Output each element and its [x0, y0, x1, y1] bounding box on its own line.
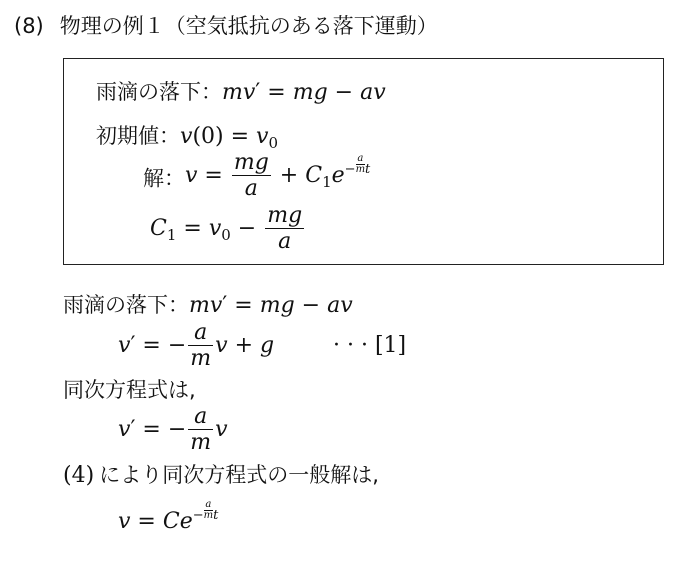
box-line-2-equation: $v(0) = v_0$ [180, 124, 279, 152]
section-number: (8) [14, 14, 44, 38]
box-line-1 [96, 76, 386, 106]
box-line-4-equation: $C_1 = v_0$ − $\frac{mg}{a}$ [150, 203, 303, 255]
box-line-2 [96, 120, 278, 152]
body-line-3: 同次方程式は, [63, 378, 196, 402]
body-line-2-equation: v′ = − $\frac{a}{m}$ v + g [118, 320, 275, 372]
body-line-1-equation: mv′ = mg − av [189, 293, 353, 318]
section-title: 物理の例１（空気抵抗のある落下運動） [59, 14, 438, 38]
box-line-4 [150, 203, 306, 255]
body-line-6-equation: v = Ce− $\frac{a}{m}$ $^t$ [118, 499, 219, 534]
box-line-3-equation: v = $\frac{mg}{a}$ + $C_1e^-$ $\frac{a}{m}$ $^t$ [185, 150, 371, 202]
equation-tag-1: · · · [1] [333, 333, 407, 358]
box-line-1-label: 雨滴の落下： [96, 80, 222, 104]
equation-reference: (4) [63, 463, 95, 488]
box-line-3 [143, 150, 370, 202]
box-line-1-equation: mv′ = mg − av [222, 80, 386, 105]
section-heading [14, 10, 438, 40]
body-line-6 [118, 500, 218, 534]
body-line-4-equation: v′ = − $\frac{a}{m}$ v [118, 404, 228, 456]
body-line-1 [63, 289, 353, 319]
body-line-2 [118, 320, 274, 372]
body-line-5 [63, 459, 379, 489]
box-line-3-label: 解： [143, 166, 185, 191]
body-line-1-label: 雨滴の落下： [63, 293, 189, 317]
box-line-2-label: 初期値： [96, 124, 180, 148]
body-line-5-text: により同次方程式の一般解は, [99, 463, 379, 487]
body-line-4 [118, 404, 228, 456]
